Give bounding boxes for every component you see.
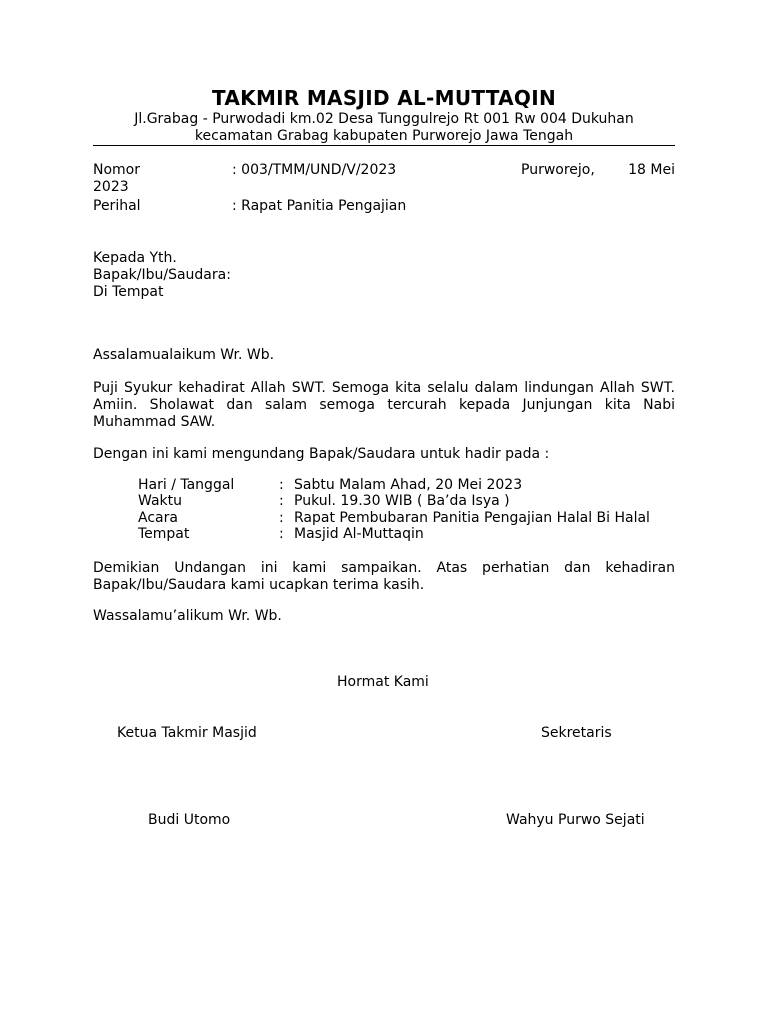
recipient-line-3: Di Tempat <box>93 284 164 300</box>
detail-value: Masjid Al-Muttaqin <box>294 526 424 542</box>
perihal-label: Perihal <box>93 198 141 214</box>
detail-value: Sabtu Malam Ahad, 20 Mei 2023 <box>294 477 523 493</box>
letter-place: Purworejo, <box>521 162 595 178</box>
detail-row-time <box>138 493 678 510</box>
detail-label: Waktu <box>138 493 182 509</box>
signer-right-name: Wahyu Purwo Sejati <box>506 812 645 828</box>
detail-value: Pukul. 19.30 WIB ( Ba’da Isya ) <box>294 493 510 509</box>
detail-separator: : <box>279 510 284 526</box>
address-line-1: Jl.Grabag - Purwodadi km.02 Desa Tunggulrejo Rt 001 Rw 004 Dukuhan <box>134 111 634 127</box>
detail-label: Acara <box>138 510 178 526</box>
detail-label: Tempat <box>138 526 190 542</box>
recipient-line-1: Kepada Yth. <box>93 250 177 266</box>
address-line-2: kecamatan Grabag kabupaten Purworejo Jawa Tengah <box>194 128 574 144</box>
signer-right-title: Sekretaris <box>541 725 612 741</box>
opening-paragraph: Puji Syukur kehadirat Allah SWT. Semoga kita selalu dalam lindungan Allah SWT. Amiin. Sholawat dan salam semoga tercurah kepada Junjungan kita Nabi Muhammad SAW. <box>93 380 675 430</box>
signer-left-name: Budi Utomo <box>148 812 231 828</box>
detail-separator: : <box>279 477 284 493</box>
nomor-value: : 003/TMM/UND/V/2023 <box>232 162 397 178</box>
perihal-value: : Rapat Panitia Pengajian <box>232 198 407 214</box>
detail-label: Hari / Tanggal <box>138 477 235 493</box>
detail-row-date <box>138 477 678 494</box>
header-divider <box>93 145 675 146</box>
invitation-sentence: Dengan ini kami mengundang Bapak/Saudara untuk hadir pada : <box>93 446 550 462</box>
letter-date: 18 Mei <box>628 162 675 178</box>
farewell: Wassalamu’alikum Wr. Wb. <box>93 608 282 624</box>
closing-paragraph: Demikian Undangan ini kami sampaikan. Atas perhatian dan kehadiran Bapak/Ibu/Saudara kami ucapkan terima kasih. <box>93 560 675 593</box>
greeting: Assalamualaikum Wr. Wb. <box>93 347 275 363</box>
letter-year: 2023 <box>93 179 129 195</box>
recipient-line-2: Bapak/Ibu/Saudara: <box>93 267 231 283</box>
hormat-kami: Hormat Kami <box>337 674 429 690</box>
detail-row-event <box>138 510 678 527</box>
detail-value: Rapat Pembubaran Panitia Pengajian Halal Bi Halal <box>294 510 650 526</box>
org-name-heading: TAKMIR MASJID AL-MUTTAQIN <box>211 86 557 110</box>
detail-row-place <box>138 526 678 543</box>
detail-separator: : <box>279 493 284 509</box>
nomor-label: Nomor <box>93 162 140 178</box>
detail-separator: : <box>279 526 284 542</box>
signer-left-title: Ketua Takmir Masjid <box>117 725 257 741</box>
